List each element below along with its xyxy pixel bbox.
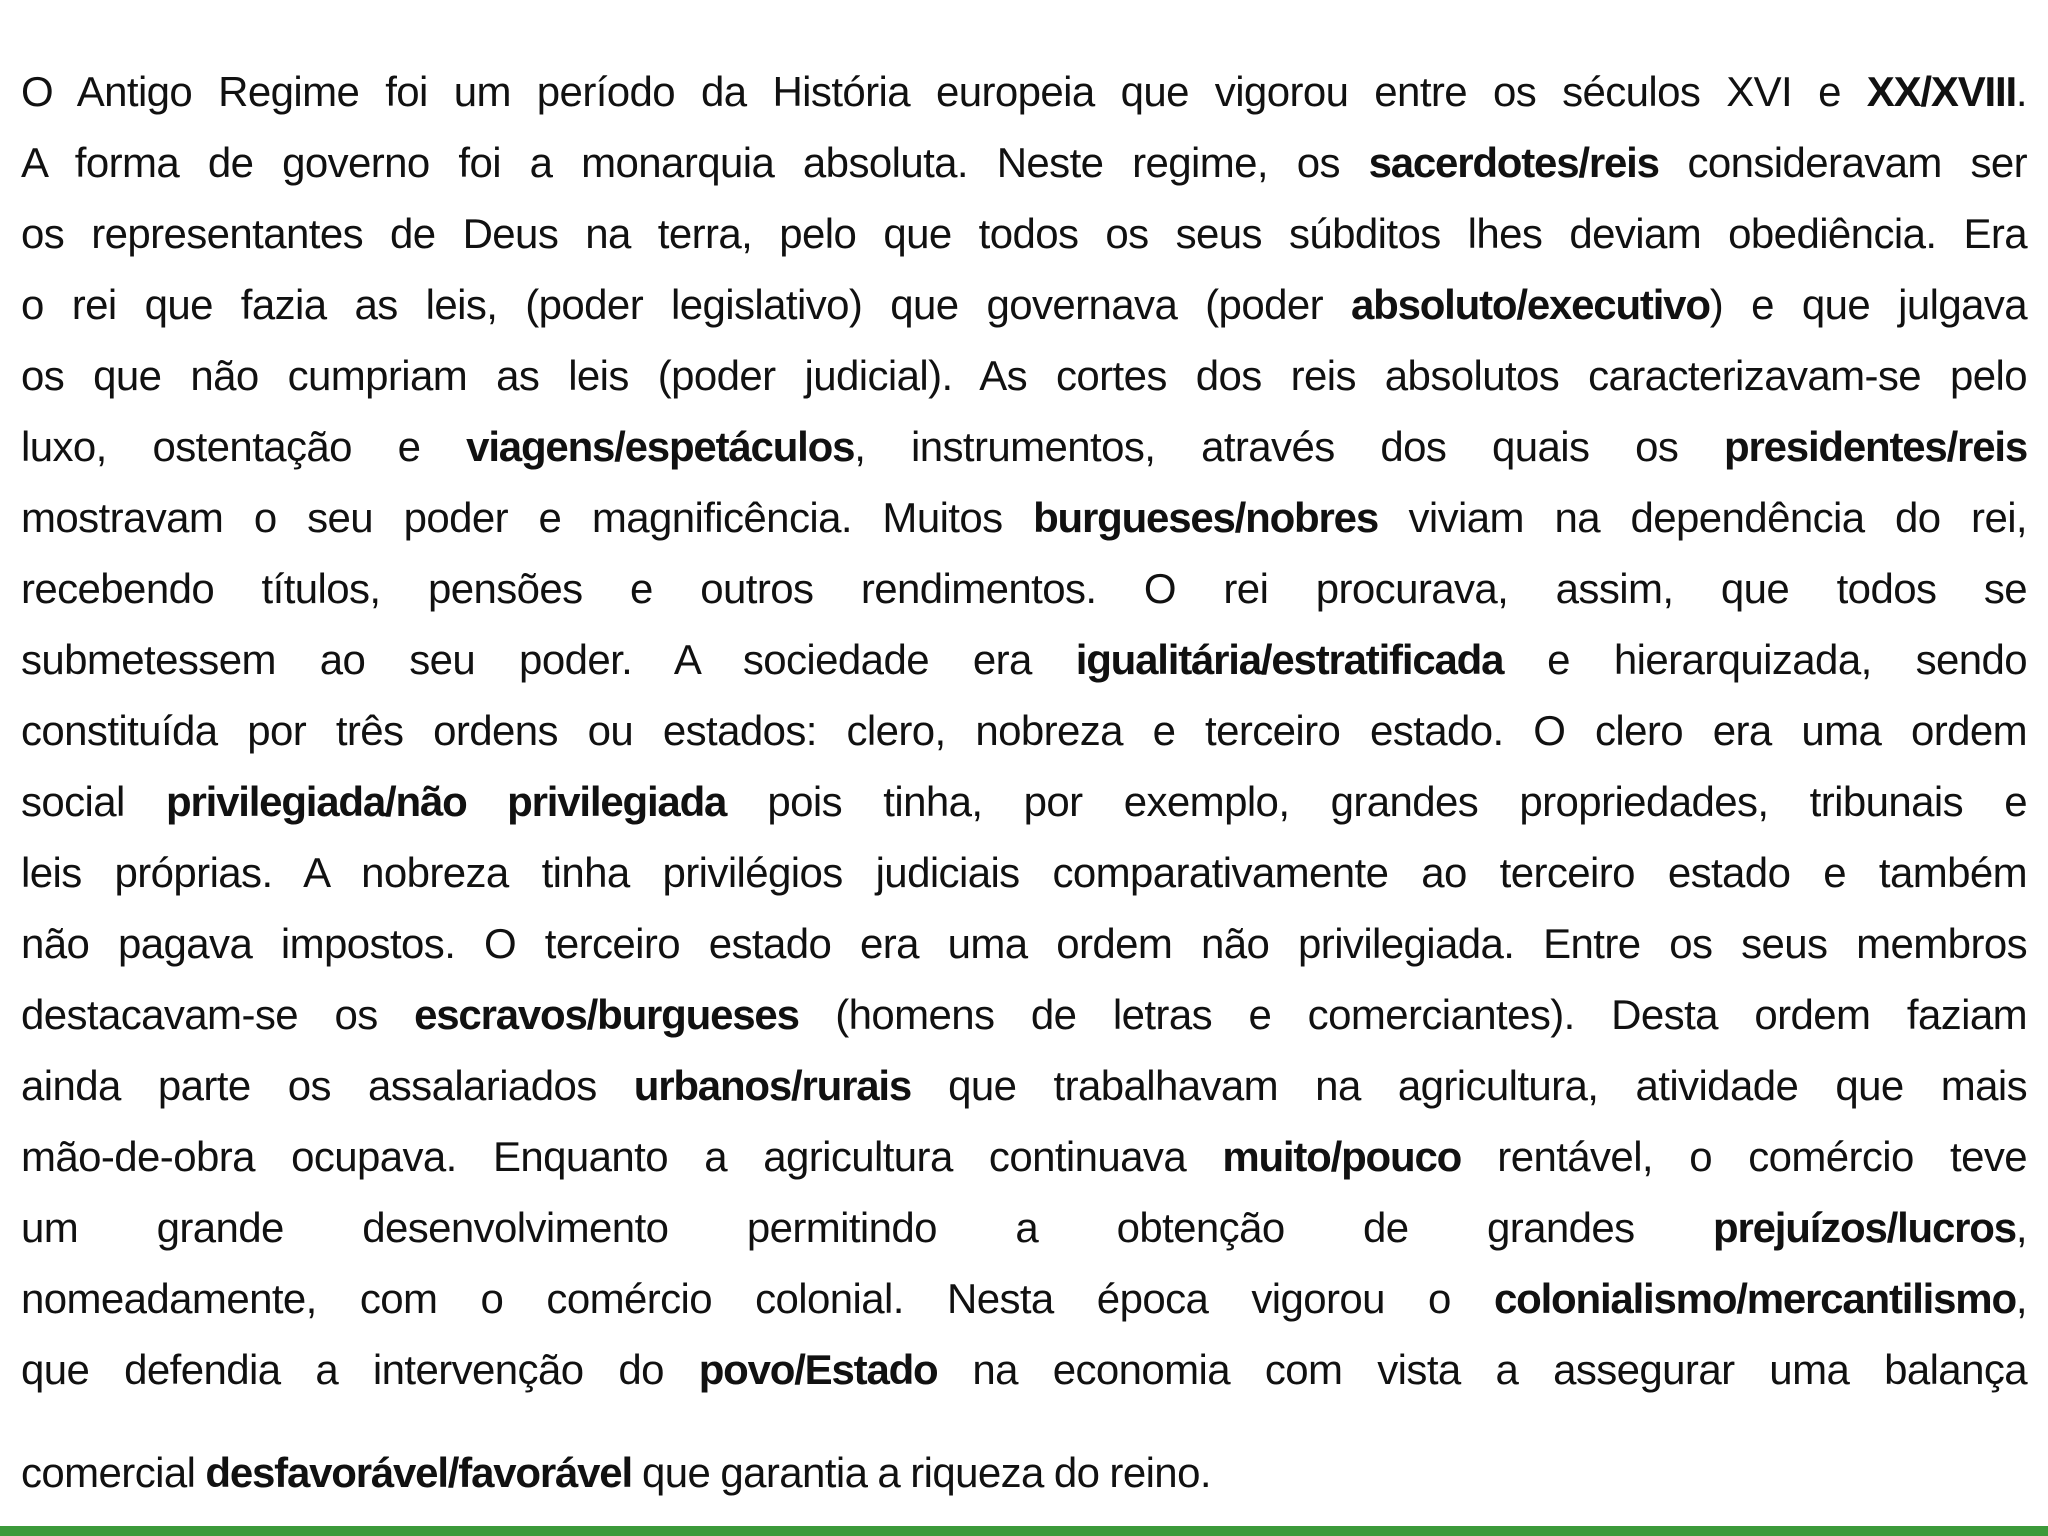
text-line <box>21 908 2027 979</box>
text-segment: recebendo títulos, pensões e outros rendimentos. O rei procurava, assim, que todos se <box>21 565 2027 612</box>
text-segment: mostravam o seu poder e magnificência. Muitos <box>21 494 1034 541</box>
text-segment: constituída por três ordens ou estados: clero, nobreza e terceiro estado. O clero era uma ordem <box>21 707 2027 754</box>
text-segment: leis próprias. A nobreza tinha privilégios judiciais comparativamente ao terceiro estado e também <box>21 849 2027 896</box>
answer-choice: colonialismo/mercantilismo <box>1493 1275 2016 1322</box>
text-segment: (homens de letras e comerciantes). Desta ordem faziam <box>798 991 2027 1038</box>
text-line <box>21 411 2027 482</box>
text-line <box>21 1192 2027 1263</box>
text-line <box>21 766 2027 837</box>
answer-choice: urbanos/rurais <box>633 1062 912 1109</box>
text-line <box>21 340 2027 411</box>
text-segment: A forma de governo foi a monarquia absoluta. Neste regime, os <box>21 139 1369 186</box>
text-segment: não pagava impostos. O terceiro estado era uma ordem não privilegiada. Entre os seus membros <box>21 920 2027 967</box>
text-line <box>21 695 2027 766</box>
answer-choice: escravos/burgueses <box>414 991 799 1038</box>
text-segment: comercial <box>21 1449 206 1496</box>
text-segment: , <box>2015 1275 2027 1322</box>
answer-choice: absoluto/executivo <box>1350 281 1710 328</box>
text-line <box>21 198 2027 269</box>
answer-choice: viagens/espetáculos <box>466 423 855 470</box>
text-line <box>21 269 2027 340</box>
text-segment: consideravam ser <box>1658 139 2028 186</box>
text-segment: , <box>2015 1204 2027 1251</box>
text-segment: o rei que fazia as leis, (poder legislativo) que governava (poder <box>21 281 1351 328</box>
text-segment: um grande desenvolvimento permitindo a obtenção de grandes <box>21 1204 1714 1251</box>
text-segment: luxo, ostentação e <box>21 423 467 470</box>
answer-choice: muito/pouco <box>1222 1133 1462 1180</box>
text-line <box>21 482 2027 553</box>
answer-choice: burgueses/nobres <box>1033 494 1378 541</box>
text-line <box>21 624 2027 695</box>
text-segment: os que não cumpriam as leis (poder judicial). As cortes dos reis absolutos caracterizavam-se pelo <box>21 352 2027 399</box>
text-line <box>21 56 2027 127</box>
text-segment: ainda parte os assalariados <box>21 1062 634 1109</box>
text-line <box>21 127 2027 198</box>
answer-choice: presidentes/reis <box>1724 423 2027 470</box>
document-text <box>21 56 2027 1508</box>
text-line <box>21 1334 2027 1405</box>
text-segment: ) e que julgava <box>1709 281 2027 328</box>
answer-choice: XX/XVIII <box>1866 68 2016 115</box>
text-segment: os representantes de Deus na terra, pelo que todos os seus súbditos lhes deviam obediência. Era <box>21 210 2027 257</box>
text-segment: nomeadamente, com o comércio colonial. Nesta época vigorou o <box>21 1275 1494 1322</box>
text-line <box>21 1263 2027 1334</box>
text-segment: na economia com vista a assegurar uma balança <box>937 1346 2027 1393</box>
text-segment: . <box>2015 68 2027 115</box>
bottom-accent-bar <box>0 1526 2048 1536</box>
text-segment: e hierarquizada, sendo <box>1503 636 2028 683</box>
answer-choice: sacerdotes/reis <box>1368 139 1659 186</box>
answer-choice: privilegiada/não privilegiada <box>166 778 727 825</box>
text-line <box>21 979 2027 1050</box>
text-segment: O Antigo Regime foi um período da História europeia que vigorou entre os séculos XVI e <box>21 68 1867 115</box>
text-segment: , instrumentos, através dos quais os <box>854 423 1725 470</box>
text-segment: submetessem ao seu poder. A sociedade era <box>21 636 1076 683</box>
text-segment: pois tinha, por exemplo, grandes propriedades, tribunais e <box>726 778 2027 825</box>
answer-choice: igualitária/estratificada <box>1075 636 1504 683</box>
text-segment: destacavam-se os <box>21 991 415 1038</box>
text-segment: rentável, o comércio teve <box>1461 1133 2027 1180</box>
text-segment: social <box>21 778 166 825</box>
text-segment: que defendia a intervenção do <box>21 1346 699 1393</box>
text-line <box>21 553 2027 624</box>
text-segment: que garantia a riqueza do reino. <box>631 1449 1211 1496</box>
answer-choice: desfavorável/favorável <box>205 1449 632 1496</box>
answer-choice: povo/Estado <box>698 1346 938 1393</box>
text-segment: que trabalhavam na agricultura, atividade que mais <box>911 1062 2028 1109</box>
text-line <box>21 837 2027 908</box>
text-line <box>21 1050 2027 1121</box>
answer-choice: prejuízos/lucros <box>1713 1204 2016 1251</box>
text-line <box>21 1437 2027 1508</box>
text-segment: mão-de-obra ocupava. Enquanto a agricultura continuava <box>21 1133 1223 1180</box>
text-line <box>21 1121 2027 1192</box>
text-segment: viviam na dependência do rei, <box>1377 494 2028 541</box>
